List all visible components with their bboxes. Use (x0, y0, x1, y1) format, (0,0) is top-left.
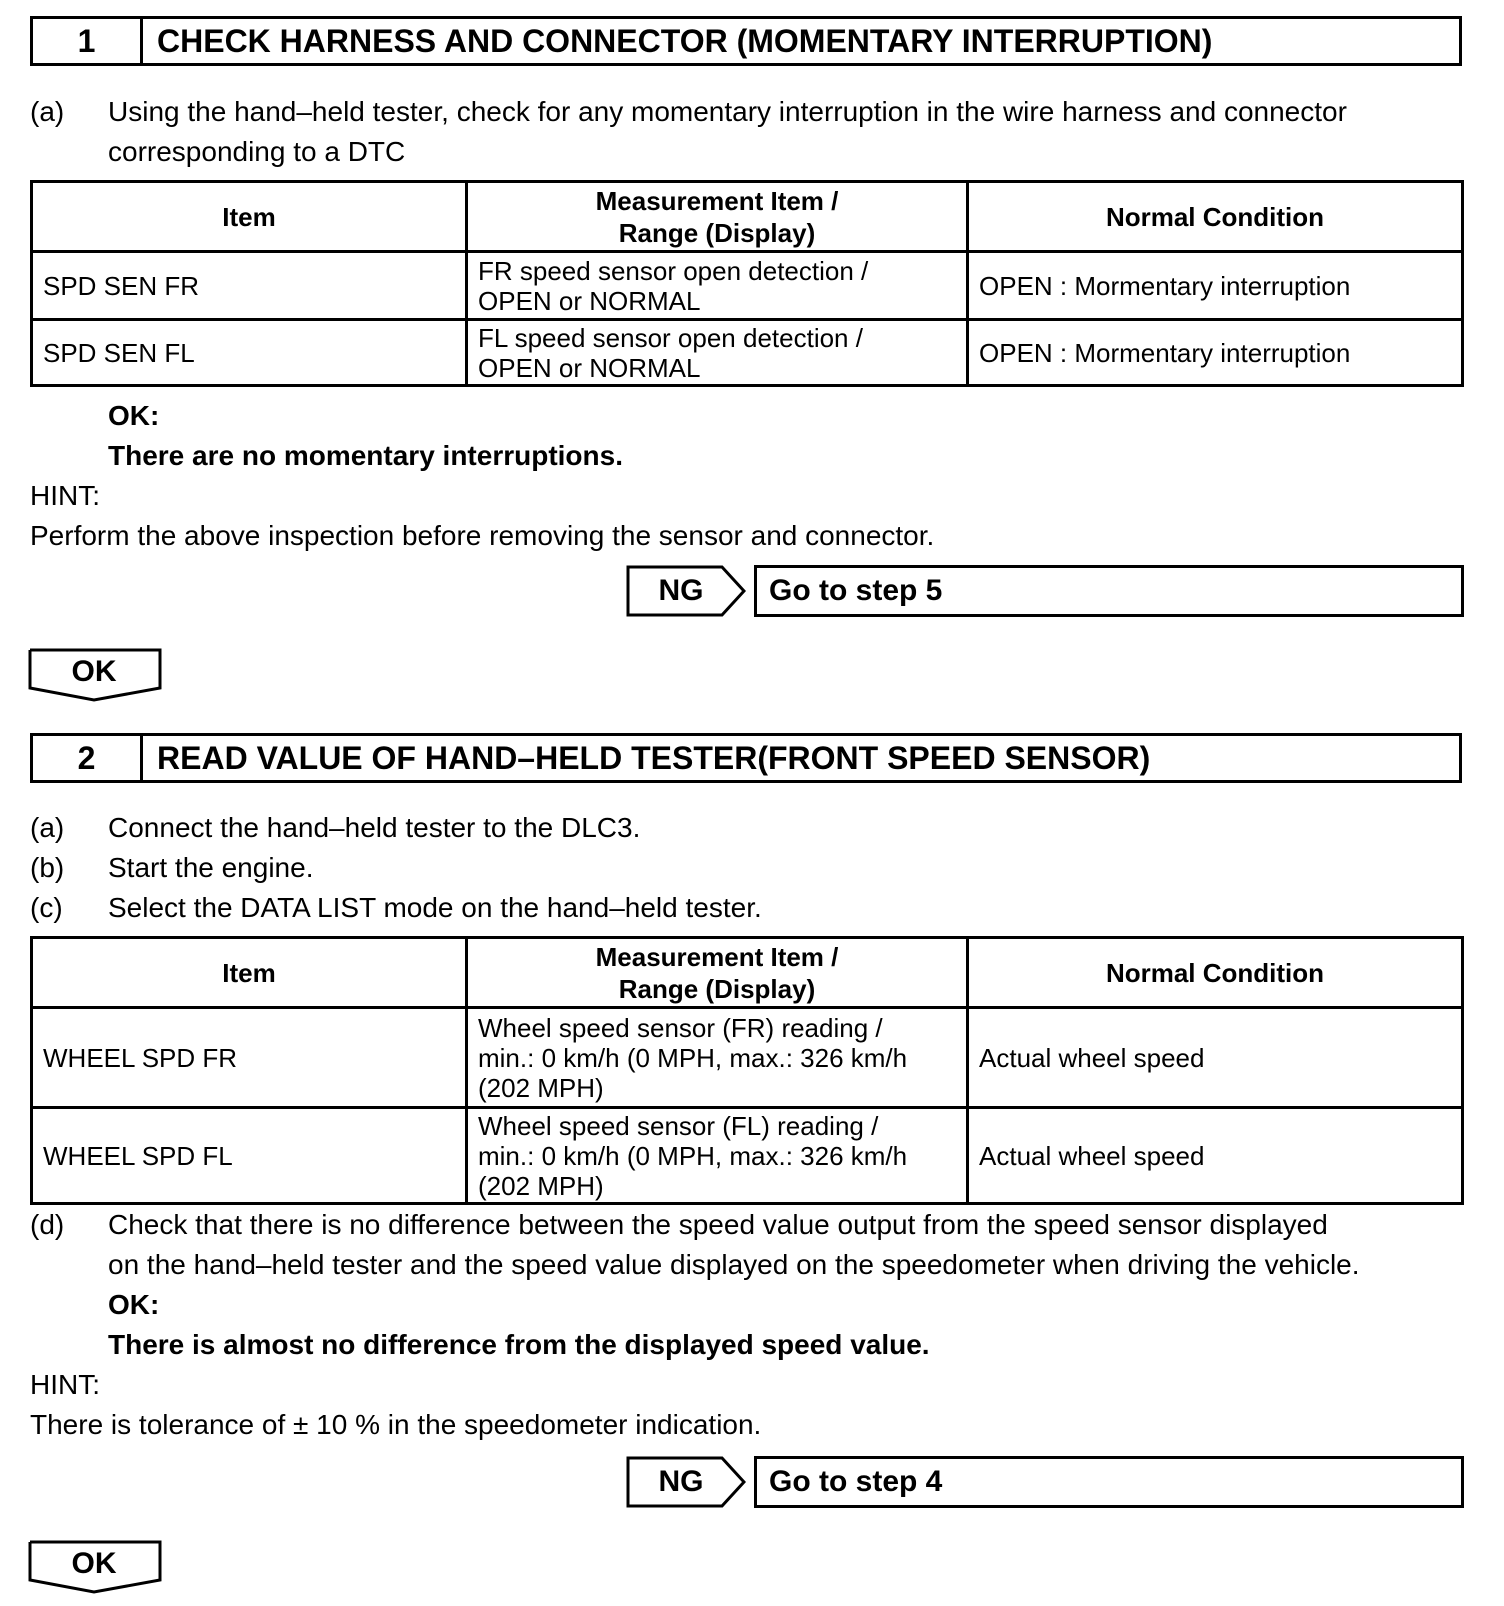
cell-measurement-line1: Wheel speed sensor (FR) reading / (478, 1012, 883, 1043)
step-1-ng-branch[interactable] (626, 565, 1464, 617)
step-2-c-text: Select the DATA LIST mode on the hand–held tester. (108, 892, 762, 923)
step-1-hint-label: HINT: (30, 480, 100, 511)
table-row (32, 1008, 1463, 1108)
cell-measurement-line3: (202 MPH) (478, 1072, 604, 1103)
step-1-a-line2: corresponding to a DTC (108, 136, 406, 167)
header-normal-condition: Normal Condition (968, 938, 1463, 1008)
step-1-number: 1 (33, 19, 143, 63)
table-row (32, 1108, 1463, 1204)
header-item: Item (32, 182, 467, 252)
cell-item: SPD SEN FL (32, 320, 467, 386)
step-2-a-text: Connect the hand–held tester to the DLC3. (108, 812, 641, 843)
table-row (32, 320, 1463, 386)
header-measurement (467, 938, 968, 1008)
step-1-title: CHECK HARNESS AND CONNECTOR (MOMENTARY INTERRUPTION) (157, 23, 1213, 59)
table-header-row (32, 182, 1463, 252)
cell-measurement-line1: FR speed sensor open detection / (478, 255, 869, 286)
ng-label: NG (658, 574, 704, 607)
cell-normal-condition: OPEN : Mormentary interruption (968, 320, 1463, 386)
cell-measurement-line2: min.: 0 km/h (0 MPH, max.: 326 km/h (478, 1042, 908, 1073)
header-item: Item (32, 938, 467, 1008)
cell-measurement-line1: FL speed sensor open detection / (478, 322, 863, 353)
cell-measurement-line1: Wheel speed sensor (FL) reading / (478, 1110, 879, 1141)
cell-measurement (467, 320, 968, 386)
cell-item: SPD SEN FR (32, 252, 467, 320)
header-measurement (467, 182, 968, 252)
cell-measurement (467, 1108, 968, 1204)
step-2-hint-text: There is tolerance of ± 10 % in the speedometer indication. (30, 1409, 762, 1440)
cell-measurement-line3: (202 MPH) (478, 1170, 604, 1201)
step-2-b-text: Start the engine. (108, 852, 314, 883)
step-2-d-label: (d) (30, 1209, 65, 1240)
cell-measurement-line2: OPEN or NORMAL (478, 285, 701, 316)
step-2-ok-label: OK: (108, 1289, 160, 1320)
step-1-ok-button[interactable] (28, 648, 168, 704)
step-1-a-label: (a) (30, 96, 65, 127)
step-1-ok-text: There are no momentary interruptions. (108, 440, 623, 471)
step-2-hint-label: HINT: (30, 1369, 100, 1400)
step-2-a-label: (a) (30, 812, 65, 843)
ok-label: OK (71, 655, 117, 688)
cell-item: WHEEL SPD FL (32, 1108, 467, 1204)
step-2-ok-button[interactable] (28, 1540, 168, 1596)
step-2-number: 2 (33, 736, 143, 780)
table-header-row (32, 938, 1463, 1008)
step-2-title: READ VALUE OF HAND–HELD TESTER(FRONT SPEED SENSOR) (157, 740, 1151, 776)
step-2-c-label: (c) (30, 892, 63, 923)
step-1-table (30, 180, 1464, 387)
step-1-a-line1: Using the hand–held tester, check for any momentary interruption in the wire harness and connector (108, 96, 1347, 127)
step-2-header (30, 733, 1462, 783)
cell-measurement (467, 252, 968, 320)
cell-measurement-line2: OPEN or NORMAL (478, 352, 701, 383)
step-1-hint-text: Perform the above inspection before removing the sensor and connector. (30, 520, 935, 551)
step-2-b-label: (b) (30, 852, 65, 883)
step-1-ok-label: OK: (108, 400, 160, 431)
header-measurement-line1: Measurement Item / (595, 185, 839, 216)
cell-normal-condition: Actual wheel speed (968, 1008, 1463, 1108)
ok-label: OK (71, 1547, 117, 1580)
step-2-d-line2: on the hand–held tester and the speed value displayed on the speedometer when driving the vehicle. (108, 1249, 1360, 1280)
step-1-header (30, 16, 1462, 66)
cell-item: WHEEL SPD FR (32, 1008, 467, 1108)
table-row (32, 252, 1463, 320)
step-2-table (30, 936, 1464, 1205)
header-normal-condition: Normal Condition (968, 182, 1463, 252)
step-2-ok-text: There is almost no difference from the displayed speed value. (108, 1329, 930, 1360)
ng-target-box: Go to step 4 (754, 1456, 1464, 1508)
step-2-d-line1: Check that there is no difference between the speed value output from the speed sensor displayed (108, 1209, 1328, 1240)
cell-normal-condition: Actual wheel speed (968, 1108, 1463, 1204)
header-measurement-line2: Range (Display) (618, 973, 816, 1004)
header-measurement-line1: Measurement Item / (595, 941, 839, 972)
cell-measurement (467, 1008, 968, 1108)
cell-normal-condition: OPEN : Mormentary interruption (968, 252, 1463, 320)
header-measurement-line2: Range (Display) (618, 217, 816, 248)
cell-measurement-line2: min.: 0 km/h (0 MPH, max.: 326 km/h (478, 1140, 908, 1171)
step-2-ng-branch[interactable] (626, 1456, 1464, 1508)
ng-target-box: Go to step 5 (754, 565, 1464, 617)
ng-label: NG (658, 1465, 704, 1498)
